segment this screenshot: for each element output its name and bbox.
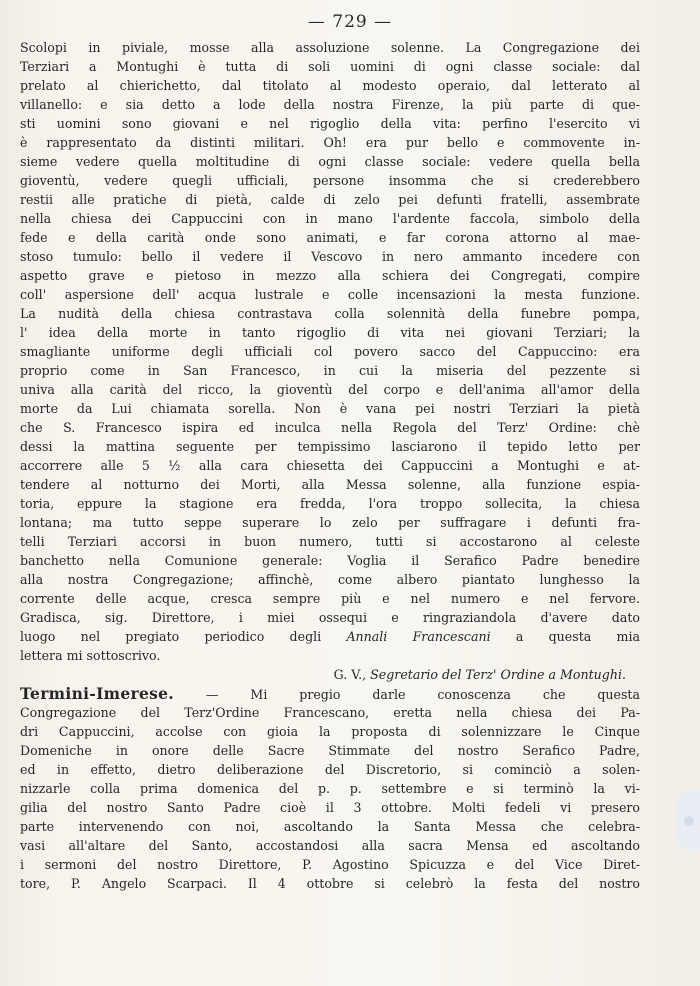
text-line: l' idea della morte in tanto rigoglio di vita nei giovani Terziari; la: [20, 325, 640, 340]
text-line: restii alle pratiche di pietà, calde di zelo pei defunti fratelli, assembrate: [20, 192, 640, 207]
text-line: morte da Lui chiamata sorella. Non è vana pei nostri Terziari la pietà: [20, 401, 640, 416]
text-line: fede e della carità onde sono animati, e far corona attorno al mae-: [20, 230, 640, 245]
annali-after: a questa mia: [515, 629, 640, 644]
text-line: La nudità della chiesa contrastava colla solennità della funebre pompa,: [20, 306, 640, 321]
text-line: nizzarle colla prima domenica del p. p. settembre e si terminò la vi-: [20, 781, 640, 796]
text-line: tendere al notturno dei Morti, alla Messa solenne, alla funzione espia-: [20, 477, 640, 492]
page-edge-mark: [684, 816, 694, 826]
text-line-closing: lettera mi sottoscrivo.: [20, 648, 161, 663]
text-line: telli Terziari accorsi in buon numero, tutti si accostarono al celeste: [20, 534, 640, 549]
text-line: coll' aspersione dell' acqua lustrale e colle incensazioni la mesta funzione.: [20, 287, 640, 302]
signature-title: Segretario del Terz' Ordine a Montughi.: [370, 667, 626, 682]
text-line: Terziari a Montughi è tutta di soli uomini di ogni classe sociale: dal: [20, 59, 640, 74]
text-line: Congregazione del Terz'Ordine Francescano, eretta nella chiesa dei Pa-: [20, 705, 640, 720]
page-number: — 729 —: [307, 12, 393, 32]
text-line: lontana; ma tutto seppe superare lo zelo per suffragare i defunti fra-: [20, 515, 640, 530]
text-line: che S. Francesco ispira ed inculca nella Regola del Terz' Ordine: chè: [20, 420, 640, 435]
text-line: parte intervenendo con noi, ascoltando la Santa Messa che celebra-: [20, 819, 640, 834]
text-line: ed in effetto, dietro deliberazione del Discretorio, si cominciò a solen-: [20, 762, 640, 777]
text-line: Scolopi in piviale, mosse alla assoluzione solenne. La Congregazione dei: [20, 40, 640, 55]
text-line: gioventù, vedere quegli ufficiali, persone insomma che si crederebbero: [20, 173, 640, 188]
text-line: proprio come in San Francesco, in cui la miseria del pezzente si: [20, 363, 640, 378]
text-line: dessi la mattina seguente per tempissimo lasciarono il tepido letto per: [20, 439, 640, 454]
annali-before: luogo nel pregiato periodico degli: [20, 629, 322, 644]
text-line: toria, eppure la stagione era fredda, l'ora troppo sollecita, la chiesa: [20, 496, 640, 511]
signature: [20, 665, 640, 684]
text-line: vasi all'altare del Santo, accostandosi alla sacra Mensa ed ascoltando: [20, 838, 640, 853]
text-line: villanello: e sia detto a lode della nostra Firenze, la più parte di que-: [20, 97, 640, 112]
text-line: gilia del nostro Santo Padre cioè il 3 ottobre. Molti fedeli vi presero: [20, 800, 640, 815]
periodical-title: Annali Francescani: [346, 629, 491, 644]
text-line: univa alla carità del ricco, la gioventù del corpo e dell'anima all'amor della: [20, 382, 640, 397]
text-line: aspetto grave e pietoso in mezzo alla schiera dei Congregati, compire: [20, 268, 640, 283]
section-heading-place: Termini-Imerese.: [20, 684, 174, 703]
text-line: tore, P. Angelo Scarpaci. Il 4 ottobre si celebrò la festa del nostro: [20, 876, 640, 891]
text-line: prelato al chierichetto, dal titolato al modesto operaio, dal letterato al: [20, 78, 640, 93]
section-heading-line: [20, 684, 640, 703]
text-line: accorrere alle 5 ½ alla cara chiesetta dei Cappuccini a Montughi e at-: [20, 458, 640, 473]
text-line: Gradisca, sig. Direttore, i miei ossequi e ringraziandola d'avere dato: [20, 610, 640, 625]
text-line: stoso tumulo: bello il vedere il Vescovo in nero ammanto incedere con: [20, 249, 640, 264]
section-heading-rest: — Mi pregio darle conoscenza che questa: [205, 687, 640, 702]
text-line: smagliante uniforme degli ufficiali col povero sacco del Cappuccino: era: [20, 344, 640, 359]
text-line: banchetto nella Comunione generale: Voglia il Serafico Padre benedire: [20, 553, 640, 568]
text-line: Domeniche in onore delle Sacre Stimmate del nostro Serafico Padre,: [20, 743, 640, 758]
text-line: dri Cappuccini, accolse con gioia la proposta di solennizzare le Cinque: [20, 724, 640, 739]
text-line-annali: [20, 627, 640, 646]
signature-initials: G. V.,: [333, 667, 367, 682]
text-line: nella chiesa dei Cappuccini con in mano l'ardente faccola, simbolo della: [20, 211, 640, 226]
text-line: sieme vedere quella moltitudine di ogni classe sociale: vedere quella bella: [20, 154, 640, 169]
text-line: i sermoni del nostro Direttore, P. Agostino Spicuzza e del Vice Diret-: [20, 857, 640, 872]
text-line: alla nostra Congregazione; affinchè, come albero piantato lunghesso la: [20, 572, 640, 587]
body-text: [20, 38, 640, 893]
text-line: è rappresentato da distinti militari. Oh! era pur bello e commovente in-: [20, 135, 640, 150]
text-line: corrente delle acque, cresca sempre più e nel numero e nel fervore.: [20, 591, 640, 606]
text-line: sti uomini sono giovani e nel rigoglio della vita: perfino l'esercito vi: [20, 116, 640, 131]
